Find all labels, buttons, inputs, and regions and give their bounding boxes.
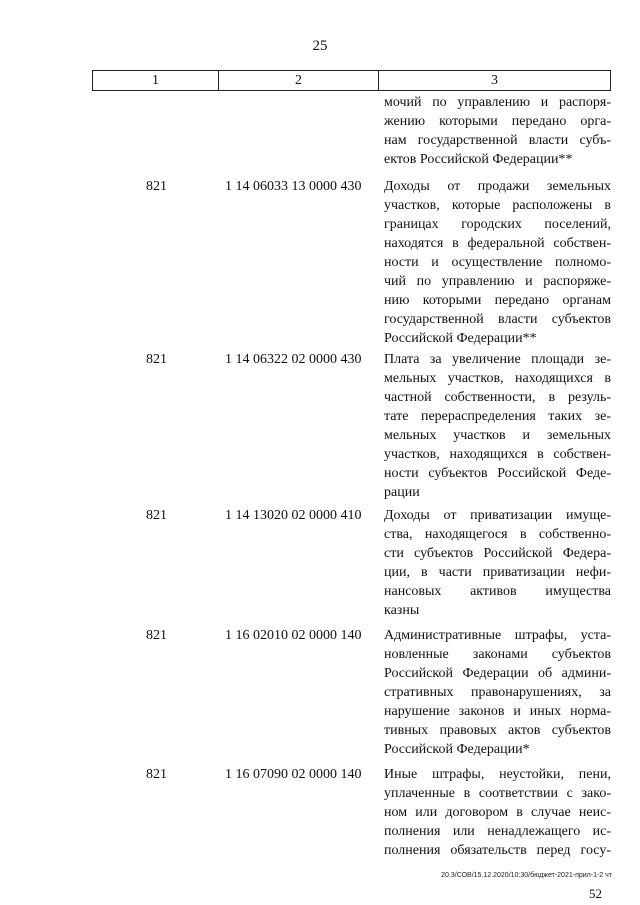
footer-document-reference: 20.3/СОВ/15.12.2020/10:30/бюджет-2021-прил-1-2 чт: [441, 872, 612, 879]
description-line: Российской Федерации*: [384, 742, 530, 757]
row-description: [384, 350, 611, 502]
description-line: находятся в федеральной собствен-: [384, 236, 611, 251]
description-line: мельных участков и земельных: [384, 428, 611, 443]
description-line: государственной власти субъектов: [384, 312, 611, 327]
admin-code: 821: [146, 352, 167, 367]
column-header-1: 1: [93, 71, 219, 90]
description-line: Доходы от приватизации имуще-: [384, 508, 611, 523]
column-header-2: 2: [219, 71, 379, 90]
budget-classification-code: 1 16 02010 02 0000 140: [225, 628, 362, 643]
row-description: [384, 506, 611, 620]
description-line: нарушение законов и иных норма-: [384, 704, 611, 719]
description-line: Доходы от продажи земельных: [384, 179, 611, 194]
description-line: ности субъектов Российской Феде-: [384, 466, 611, 481]
column-header-3: 3: [491, 73, 498, 88]
description-line: нансовых активов имущества: [384, 584, 611, 599]
description-line: участков, которые расположены в: [384, 198, 611, 213]
admin-code: 821: [146, 767, 167, 782]
description-line: границах городских поселений,: [384, 217, 611, 232]
admin-code: 821: [146, 508, 167, 523]
description-line: ства, находящегося в собственно-: [384, 527, 611, 542]
description-line: стративных правонарушениях, за: [384, 685, 611, 700]
description-line: полнения или ненадлежащего ис-: [384, 824, 611, 839]
description-line: казны: [384, 603, 420, 618]
budget-classification-code: 1 14 13020 02 0000 410: [225, 508, 362, 523]
description-line: сти субъектов Российской Федера-: [384, 546, 611, 561]
description-line: тате перераспределения таких зе-: [384, 409, 611, 424]
page-number: 25: [312, 38, 328, 54]
budget-classification-code: 1 14 06033 13 0000 430: [225, 179, 362, 194]
continuation-description: [384, 93, 611, 169]
description-line: новленные законами субъектов: [384, 647, 611, 662]
description-line: уплаченные в соответствии с зако-: [384, 786, 611, 801]
description-line: Плата за увеличение площади зе-: [384, 352, 611, 367]
row-description: [384, 177, 611, 348]
description-line: Административные штрафы, уста-: [384, 628, 611, 643]
description-line: рации: [384, 485, 420, 500]
footer-page-number: 52: [589, 886, 602, 901]
description-line: ности и осуществление полномо-: [384, 255, 611, 270]
description-line: тивных правовых актов субъектов: [384, 723, 611, 738]
description-line: частной собственности, в резуль-: [384, 390, 611, 405]
description-line: ции, в части приватизации нефи-: [384, 565, 611, 580]
description-line: мельных участков, находящихся в: [384, 371, 611, 386]
description-line: Российской Федерации**: [384, 331, 537, 346]
description-line: участков, находящихся в собствен-: [384, 447, 611, 462]
description-line: жению которыми передано орга-: [384, 114, 611, 129]
description-line: нам государственной власти субъ-: [384, 133, 611, 148]
row-description: [384, 626, 611, 759]
description-line: Российской Федерации об админи-: [384, 666, 611, 681]
description-line: нию которыми передано органам: [384, 293, 611, 308]
row-description: [384, 765, 611, 860]
description-line: Иные штрафы, неустойки, пени,: [384, 767, 611, 782]
description-line: ектов Российской Федерации**: [384, 152, 573, 167]
description-line: ном или договором в случае неис-: [384, 805, 611, 820]
table-column-header: [92, 70, 611, 91]
admin-code: 821: [146, 628, 167, 643]
admin-code: 821: [146, 179, 167, 194]
description-line: полнения обязательств перед госу-: [384, 843, 611, 858]
budget-classification-code: 1 14 06322 02 0000 430: [225, 352, 362, 367]
description-line: мочий по управлению и распоря-: [384, 95, 611, 110]
description-line: чий по управлению и распоряже-: [384, 274, 611, 289]
budget-classification-code: 1 16 07090 02 0000 140: [225, 767, 362, 782]
